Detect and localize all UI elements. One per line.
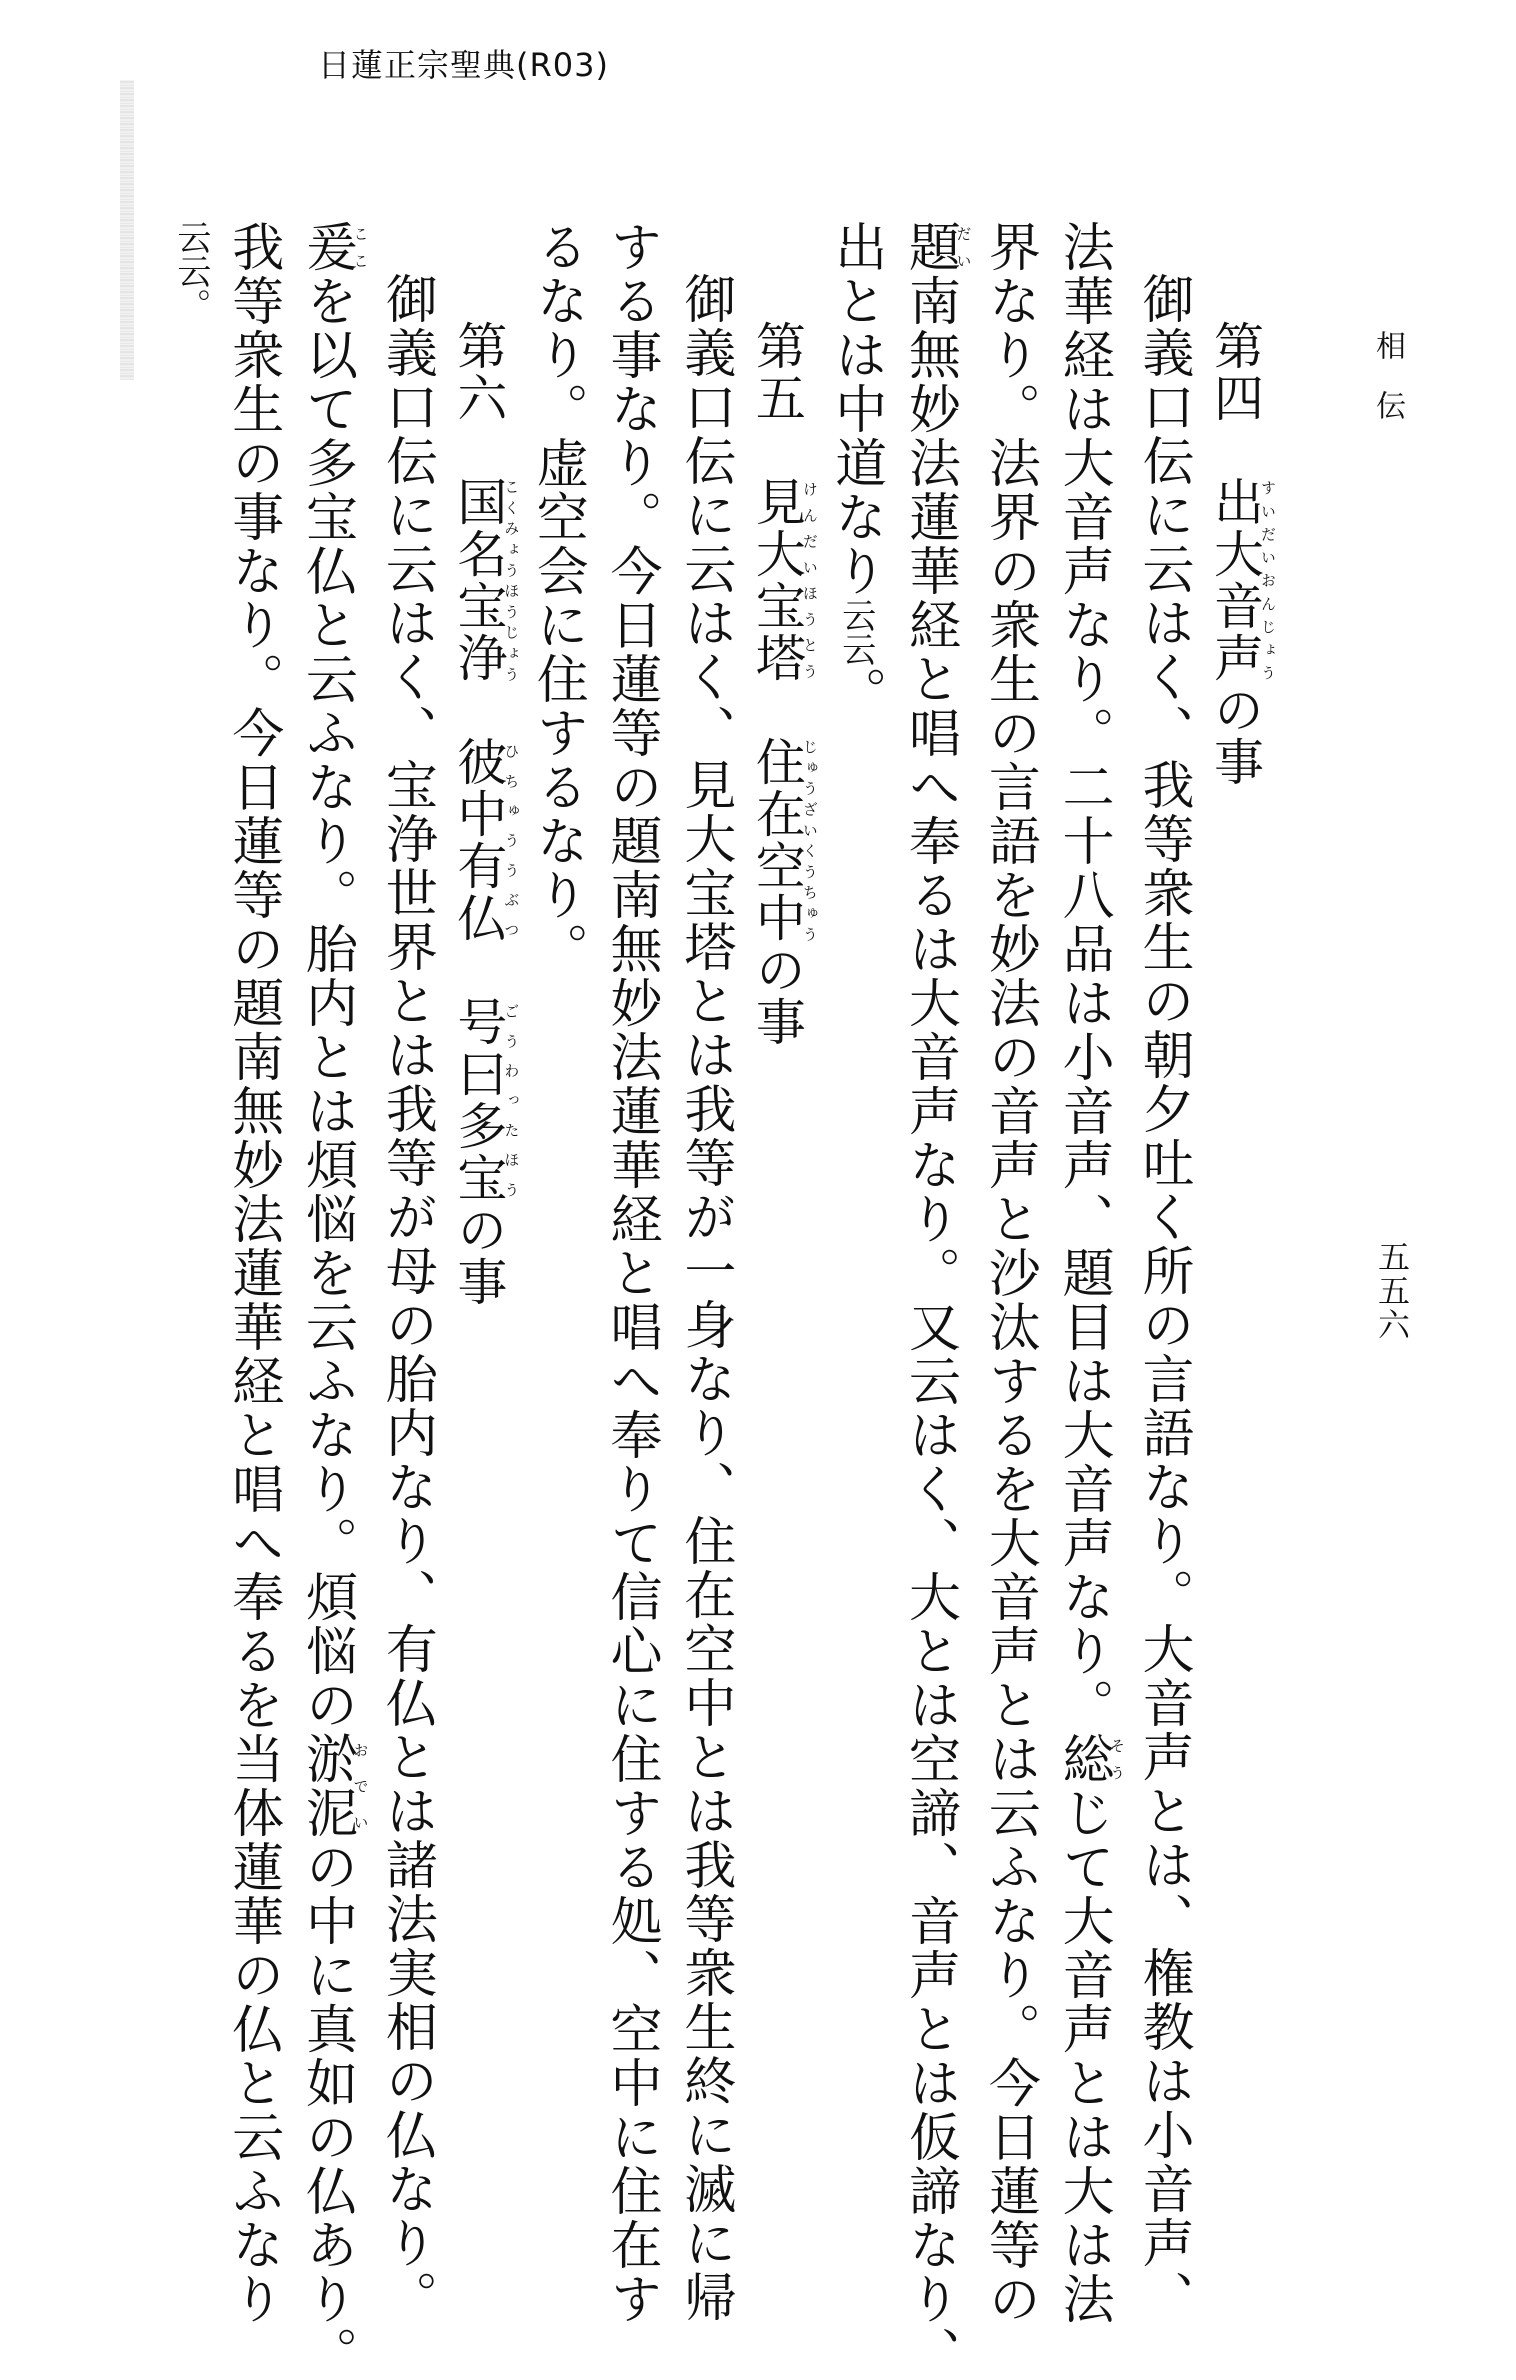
section-5-heading: 第五 見大宝塔けんだいほうとう 住在空中じゅうざいくうちゅうの事 bbox=[747, 320, 819, 1048]
document-header-title: 日蓮正宗聖典(R03) bbox=[318, 46, 609, 84]
section-5-line-1: 御義口伝に云はく、見大宝塔とは我等が一身なり、住在空中とは我等衆生終に滅に帰 bbox=[674, 272, 735, 2324]
section-4-heading-suffix: の事 bbox=[1206, 684, 1264, 788]
section-4-heading-prefix: 第四 bbox=[1206, 320, 1264, 424]
vertical-text-body bbox=[167, 220, 1277, 2380]
section-5-line-3: るなり。虚空会に住するなり。 bbox=[527, 220, 588, 976]
section-6-heading: 第六 国名宝浄こくみょうほうじょう 彼中有仏ひちゅううぶつ 号曰多宝ごうわったほうの事 bbox=[449, 320, 521, 1308]
section-4-unun-note: 云云 bbox=[835, 598, 876, 666]
section-6-line-3: 我等衆生の事なり。今日蓮等の題南無妙法蓮華経と唱へ奉るを当体蓮華の仏と云ふなり bbox=[222, 220, 283, 2326]
section-6-line-2: 爰ここを以て多宝仏と云ふなり。胎内とは煩悩を云ふなり。煩悩の淤泥おでいの中に真如の仏あり。 bbox=[296, 220, 370, 2380]
section-4-line-5: 出とは中道なり云云。 bbox=[825, 220, 886, 720]
section-4-line-4: 題だい南無妙法蓮華経と唱へ奉るは大音声なり。又云はく、大とは空諦、音声とは仮諦なり、 bbox=[899, 220, 973, 2380]
section-6-unun-note: 云云。 bbox=[170, 220, 211, 322]
running-head: 相伝 bbox=[1370, 330, 1405, 450]
section-4-line-1: 御義口伝に云はく、我等衆生の朝夕吐く所の言語なり。大音声とは、権教は小音声、 bbox=[1133, 272, 1193, 2324]
page-number: 五五六 bbox=[1373, 1240, 1411, 1342]
section-5-line-2: する事なり。今日蓮等の題南無妙法蓮華経と唱へ奉りて信心に住する処、空中に住在す bbox=[601, 220, 662, 2326]
section-6-line-1: 御義口伝に云はく、宝浄世界とは我等が母の胎内なり、有仏とは諸法実相の仏なり。 bbox=[376, 272, 437, 2324]
section-4-heading bbox=[1199, 320, 1276, 2040]
section-4-heading-ruby: すいだいおんじょう bbox=[1259, 476, 1277, 684]
section-4-heading-title: 出大音声すいだいおんじょう bbox=[1206, 476, 1277, 684]
section-4-line-2: 法華経は大音声なり。二十八品は小音声、題目は大音声なり。総そうじて大音声とは大は法 bbox=[1053, 220, 1127, 2326]
scan-edge-artifact bbox=[120, 80, 134, 380]
section-4-line-3: 界なり。法界の衆生の言語を妙法の音声と沙汰するを大音声とは云ふなり。今日蓮等の bbox=[979, 220, 1040, 2326]
